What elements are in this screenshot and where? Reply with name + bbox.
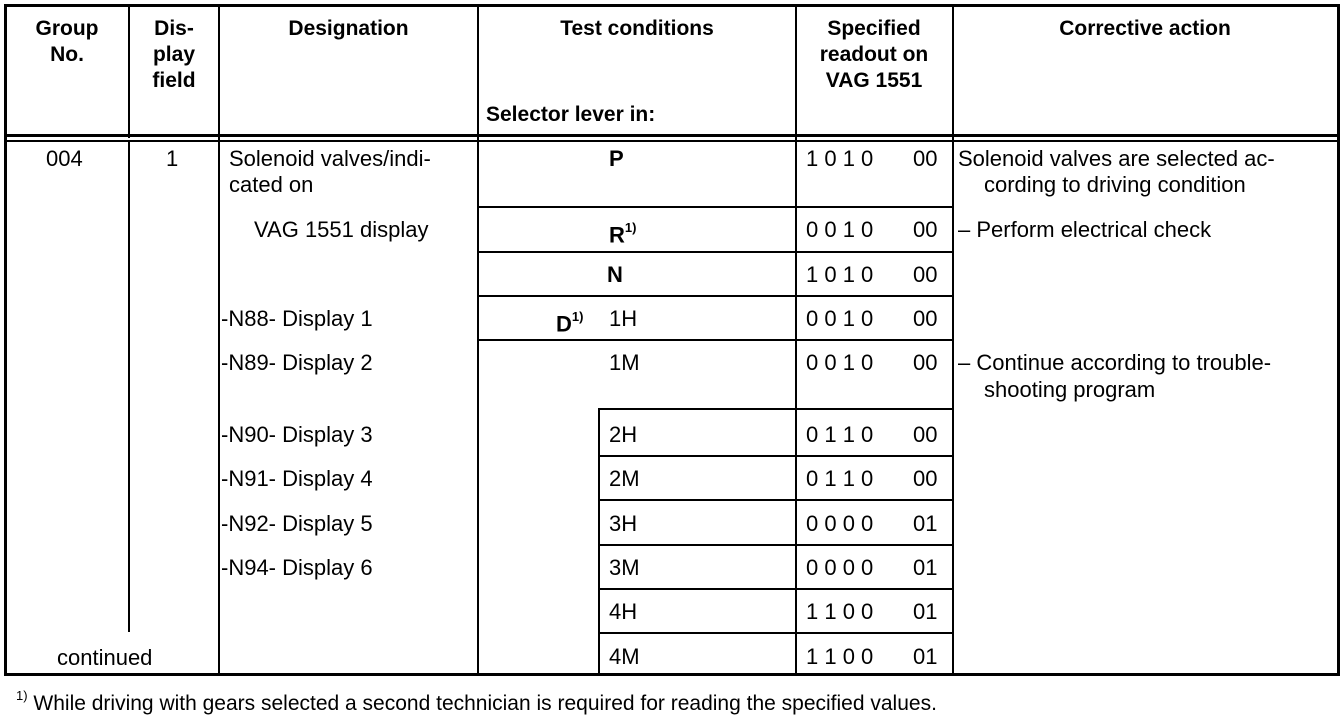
row-rule-3 [477, 295, 952, 297]
readout-bits-p: 1 0 1 0 [806, 146, 874, 171]
readout-code-3h: 01 [913, 511, 938, 536]
header-group-no: Group No. [35, 17, 99, 66]
readout-code-n: 00 [913, 262, 938, 287]
readout-code-1m: 00 [913, 350, 938, 375]
corrective-action-line-1: Solenoid valves are selected ac- [958, 146, 1275, 171]
readout-bits-2m: 0 1 1 0 [806, 466, 874, 491]
row-rule-1 [477, 206, 952, 208]
readout-code-r: 00 [913, 217, 938, 242]
row-rule-9 [598, 588, 952, 590]
readout-bits-n: 1 0 1 0 [806, 262, 874, 287]
table-right-border [1337, 4, 1340, 676]
designation-vag-display: VAG 1551 display [254, 217, 429, 242]
group-number: 004 [46, 146, 83, 171]
header-test-conditions: Test conditions [560, 17, 714, 40]
row-rule-6 [598, 455, 952, 457]
row-rule-10 [598, 632, 952, 634]
lever-d: $D^{1)}$ [556, 309, 584, 337]
footnote-text: While driving with gears selected a second technician is required for reading the specified values. [33, 692, 937, 715]
readout-code-2h: 00 [913, 422, 938, 447]
gear-2m: 2M [609, 466, 640, 491]
lever-p: P [609, 146, 624, 171]
readout-code-p: 00 [913, 146, 938, 171]
gear-3h: 3H [609, 511, 638, 536]
table-top-border [4, 4, 1340, 7]
gear-1m: 1M [609, 350, 640, 375]
gear-2h: 2H [609, 422, 638, 447]
row-rule-7 [598, 499, 952, 501]
gear-4m: 4M [609, 644, 640, 669]
designation-n91: -N91- Display 4 [221, 466, 373, 491]
gear-4h: 4H [609, 599, 638, 624]
readout-bits-1h: 0 0 1 0 [806, 306, 874, 331]
gear-3m: 3M [609, 555, 640, 580]
header-second-rule [4, 140, 1340, 142]
footnote-marker: 1) [16, 688, 28, 703]
header-bottom-rule [4, 134, 1340, 137]
header-selector-lever: Selector lever in: [486, 103, 656, 126]
divider-readout [952, 4, 954, 676]
readout-code-1h: 00 [913, 306, 938, 331]
corrective-action-troubleshoot-1: – Continue according to trouble- [958, 350, 1272, 375]
readout-bits-2h: 0 1 1 0 [806, 422, 874, 447]
readout-bits-1m: 0 0 1 0 [806, 350, 874, 375]
row-rule-4 [477, 339, 952, 341]
header-divider-group [128, 4, 130, 138]
readout-bits-4h: 1 1 0 0 [806, 599, 874, 624]
designation-n88: -N88- Display 1 [221, 306, 373, 331]
lever-r: $R^{1)}$ [609, 220, 637, 248]
designation-n94: -N94- Display 6 [221, 555, 373, 580]
readout-code-2m: 00 [913, 466, 938, 491]
header-display-field: Dis- play field [152, 17, 196, 92]
footnote [16, 684, 937, 717]
lever-n: N [607, 262, 623, 287]
readout-bits-r: 0 0 1 0 [806, 217, 874, 242]
corrective-action-troubleshoot-2: shooting program [984, 377, 1156, 402]
divider-display [218, 4, 220, 676]
continued-label: continued [57, 645, 153, 670]
readout-bits-4m: 1 1 0 0 [806, 644, 874, 669]
readout-bits-3h: 0 0 0 0 [806, 511, 874, 536]
designation-n89: -N89- Display 2 [221, 350, 373, 375]
header-corrective-action: Corrective action [1059, 17, 1231, 40]
table-left-border [4, 4, 7, 676]
readout-code-4h: 01 [913, 599, 938, 624]
table-bottom-border [4, 673, 1340, 676]
readout-code-3m: 01 [913, 555, 938, 580]
corrective-action-line-2: cording to driving condition [984, 172, 1246, 197]
divider-gear-subcolumn [598, 408, 600, 676]
header-designation: Designation [288, 17, 409, 40]
gear-1h: 1H [609, 306, 638, 331]
designation-line-2: cated on [229, 172, 314, 197]
designation-n92: -N92- Display 5 [221, 511, 373, 536]
row-rule-5 [598, 408, 952, 410]
header-specified-readout: Specified readout on VAG 1551 [819, 17, 929, 92]
row-rule-2 [477, 251, 952, 253]
row-rule-8 [598, 544, 952, 546]
designation-line-1: Solenoid valves/indi- [229, 146, 431, 171]
designation-n90: -N90- Display 3 [221, 422, 373, 447]
corrective-action-electrical-check: – Perform electrical check [958, 217, 1212, 242]
body-divider-group-partial [128, 140, 130, 632]
readout-code-4m: 01 [913, 644, 938, 669]
readout-bits-3m: 0 0 0 0 [806, 555, 874, 580]
display-field-number: 1 [166, 146, 179, 171]
